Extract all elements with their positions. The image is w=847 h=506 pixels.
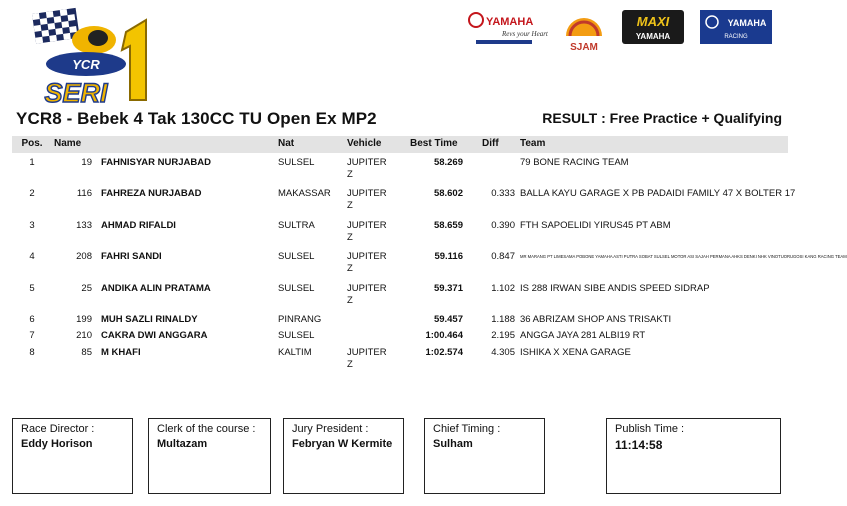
table-header (12, 136, 788, 153)
race-director-label: Race Director : (21, 423, 95, 435)
row-pos: 8 (29, 347, 35, 358)
clerk-value: Multazam (157, 438, 208, 450)
row-rider: FAHREZA NURJABAD (101, 188, 202, 199)
table-row (12, 312, 788, 328)
row-team: MR MARANG PT LIMESAMA POBONE YAMAHA ASTI PUTRA SOBAT SULSEL MOTOR ASI SAJAH PERMANA AHKS DENKI NHK VINOTUORUGOSI KANG RACING TEAM (520, 254, 847, 259)
race-director-box (12, 418, 133, 494)
yamaha-sponsor-logo (469, 13, 549, 44)
svg-text:SJAM: SJAM (570, 42, 598, 53)
row-rider: FAHRI SANDI (101, 251, 162, 262)
col-pos: Pos. (21, 138, 43, 149)
row-number: 25 (81, 283, 92, 294)
row-rider: ANDIKA ALIN PRATAMA (101, 283, 211, 294)
page-title: YCR8 - Bebek 4 Tak 130CC TU Open Ex MP2 (16, 109, 377, 128)
svg-text:YAMAHA: YAMAHA (635, 32, 671, 41)
row-rider: CAKRA DWI ANGGARA (101, 330, 208, 341)
table-row (12, 155, 788, 186)
row-rider: AHMAD RIFALDI (101, 220, 176, 231)
row-pos: 1 (29, 157, 35, 168)
result-label: RESULT : Free Practice + Qualifying (542, 110, 782, 126)
row-pos: 7 (29, 330, 35, 341)
table-row (12, 218, 788, 249)
row-vehicle: JUPITER Z (347, 283, 387, 306)
row-diff: 0.390 (491, 220, 515, 231)
svg-text:MAXI: MAXI (636, 14, 670, 29)
ycr-seri-logo (14, 8, 164, 108)
row-team: 36 ABRIZAM SHOP ANS TRISAKTI (520, 314, 672, 325)
row-best-time: 1:00.464 (425, 330, 463, 341)
col-diff: Diff (482, 138, 499, 149)
row-team: 79 BONE RACING TEAM (520, 157, 629, 168)
row-team: ISHIKA X XENA GARAGE (520, 347, 631, 358)
publish-time-label: Publish Time : (615, 423, 685, 435)
row-nat: KALTIM (278, 347, 312, 358)
row-pos: 3 (29, 220, 35, 231)
jury-label: Jury President : (292, 423, 369, 435)
svg-text:YAMAHA: YAMAHA (727, 18, 767, 28)
col-vehicle: Vehicle (347, 138, 382, 149)
row-number: 116 (76, 188, 92, 199)
row-rider: MUH SAZLI RINALDY (101, 314, 198, 325)
publish-time-value: 11:14:58 (615, 438, 663, 452)
row-nat: SULSEL (278, 283, 315, 294)
sjam-sponsor-logo (566, 18, 602, 53)
row-number: 19 (81, 157, 92, 168)
logo-seri-text: SERI (44, 78, 108, 108)
clerk-box (148, 418, 271, 494)
yamaha-racing-logo (700, 10, 772, 44)
row-diff: 1.188 (491, 314, 515, 325)
row-pos: 2 (29, 188, 35, 199)
row-pos: 6 (29, 314, 35, 325)
row-team: FTH SAPOELIDI YIRUS45 PT ABM (520, 220, 671, 231)
row-best-time: 59.371 (433, 283, 463, 294)
logo-ycr-text: YCR (72, 57, 100, 72)
row-best-time: 58.659 (433, 220, 463, 231)
row-diff: 0.333 (491, 188, 515, 199)
col-name: Name (54, 138, 82, 149)
row-number: 210 (76, 330, 92, 341)
row-number: 85 (81, 347, 92, 358)
row-diff: 2.195 (491, 330, 515, 341)
race-director-value: Eddy Horison (21, 438, 93, 450)
table-row (12, 186, 796, 218)
row-nat: SULTRA (278, 220, 315, 231)
row-best-time: 58.269 (433, 157, 463, 168)
col-nat: Nat (278, 138, 295, 149)
row-nat: SULSEL (278, 251, 315, 262)
table-row (12, 328, 788, 345)
row-number: 208 (76, 251, 92, 262)
row-diff: 0.847 (491, 251, 515, 262)
table-row (12, 249, 847, 281)
row-vehicle: JUPITER Z (347, 220, 387, 243)
chief-timing-label: Chief Timing : (433, 423, 501, 435)
row-best-time: 58.602 (433, 188, 463, 199)
table-row (12, 345, 788, 376)
row-number: 133 (76, 220, 92, 231)
sponsor-logos (462, 6, 782, 62)
row-best-time: 59.116 (434, 251, 463, 262)
row-nat: PINRANG (278, 314, 322, 325)
chief-timing-value: Sulham (433, 438, 473, 450)
row-pos: 4 (29, 251, 35, 262)
svg-text:Revs your Heart: Revs your Heart (502, 30, 548, 38)
number-one-mark (122, 20, 146, 100)
svg-text:YAMAHA: YAMAHA (486, 16, 534, 28)
row-diff: 4.305 (491, 347, 515, 358)
row-nat: MAKASSAR (278, 188, 331, 199)
row-vehicle: JUPITER Z (347, 347, 387, 370)
row-pos: 5 (29, 283, 35, 294)
row-nat: SULSEL (278, 330, 315, 341)
row-rider: FAHNISYAR NURJABAD (101, 157, 211, 168)
row-rider: M KHAFI (101, 347, 141, 358)
row-best-time: 1:02.574 (425, 347, 463, 358)
row-vehicle: JUPITER Z (347, 251, 387, 274)
table-row (12, 281, 788, 312)
col-best-time: Best Time (410, 138, 458, 149)
publish-time-box (606, 418, 781, 494)
results-table (12, 136, 847, 376)
row-team: BALLA KAYU GARAGE X PB PADAIDI FAMILY 47 X BOLTER 17 (520, 188, 796, 199)
row-number: 199 (76, 314, 92, 325)
clerk-label: Clerk of the course : (157, 423, 256, 435)
row-diff: 1.102 (491, 283, 515, 294)
col-team: Team (520, 138, 546, 149)
row-vehicle: JUPITER Z (347, 157, 387, 180)
jury-value: Febryan W Kermite (292, 438, 393, 450)
row-best-time: 59.457 (433, 314, 463, 325)
row-vehicle: JUPITER Z (347, 188, 387, 211)
row-team: IS 288 IRWAN SIBE ANDIS SPEED SIDRAP (520, 283, 710, 294)
jury-box (283, 418, 404, 494)
maxi-yamaha-logo (622, 10, 684, 44)
chief-timing-box (424, 418, 545, 494)
row-team: ANGGA JAYA 281 ALBI19 RT (520, 330, 646, 341)
svg-text:RACING: RACING (724, 34, 748, 40)
row-nat: SULSEL (278, 157, 315, 168)
